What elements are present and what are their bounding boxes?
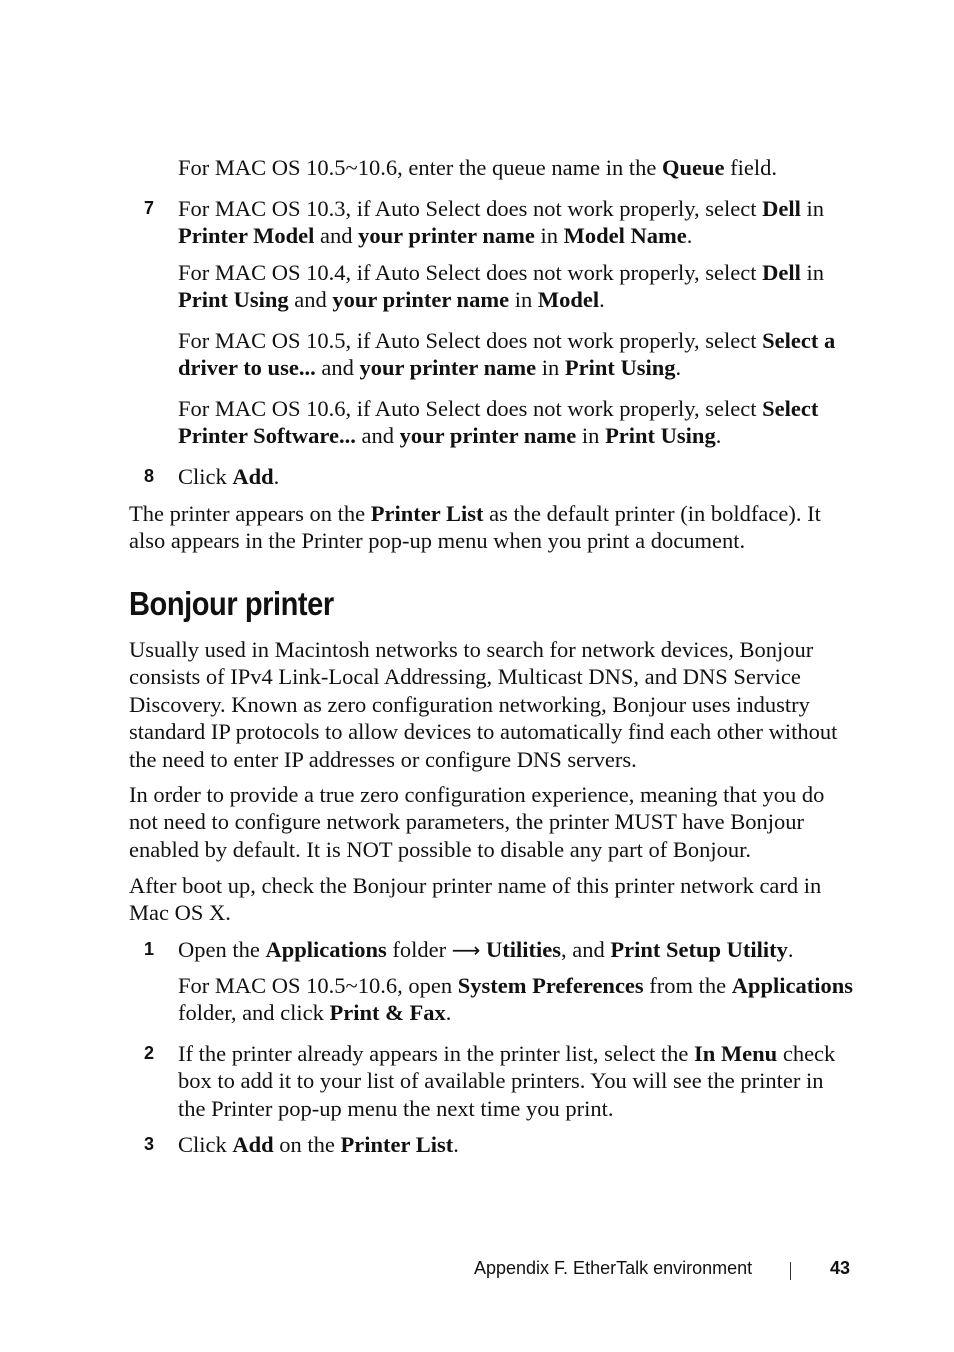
step7-para-a: For MAC OS 10.3, if Auto Select does not work properly, select Dell in Printer Model and your printer name in Model Name. [178,196,824,249]
default-printer-paragraph: The printer appears on the Printer List as the default printer (in boldface). It also appears in the Printer pop-up menu when you print a document. [129,501,821,554]
page-number: 43 [830,1258,851,1278]
queue-note: For MAC OS 10.5~10.6, enter the queue name in the Queue field. [178,155,777,180]
arrow-right-icon: ⟶ [451,938,481,962]
bonjour-step1-para-b: For MAC OS 10.5~10.6, open System Preferences from the Applications folder, and click Print & Fax. [178,973,854,1026]
bonjour-paragraph-2: In order to provide a true zero configuration experience, meaning that you do not need to configure network parameters, the printer MUST have Bonjour enabled by default. It is NOT possible to disable any part of Bonjour. [129,782,825,862]
step-number-8: 8 [144,466,155,486]
step7-para-c: For MAC OS 10.5, if Auto Select does not work properly, select Select a driver to use... and your printer name in Print Using. [178,328,836,381]
bonjour-step-number-1: 1 [144,939,155,959]
footer-divider [790,1262,791,1280]
step7-para-b: For MAC OS 10.4, if Auto Select does not work properly, select Dell in Print Using and your printer name in Model. [178,260,824,313]
step-number-7: 7 [144,198,155,218]
bonjour-step3-text: Click Add on the Printer List. [178,1132,459,1157]
footer-section-title: Appendix F. EtherTalk environment [474,1258,753,1278]
bonjour-paragraph-1: Usually used in Macintosh networks to search for network devices, Bonjour consists of IPv4 Link-Local Addressing, Multicast DNS, and DNS Service Discovery. Known as zero configuration networking, Bonjour uses industry standard IP protocols to allow devices to automatically find each other without the need to enter IP addresses or configure DNS servers. [129,637,838,772]
bonjour-paragraph-3: After boot up, check the Bonjour printer name of this printer network card in Mac OS X. [129,873,822,926]
step8-text: Click Add. [178,464,280,489]
step7-para-d: For MAC OS 10.6, if Auto Select does not work properly, select Select Printer Software... and your printer name in Print Using. [178,396,819,449]
bonjour-step2-text: If the printer already appears in the printer list, select the In Menu check box to add it to your list of available printers. You will see the printer in the Printer pop-up menu the next time you print. [178,1041,836,1121]
bonjour-step1-para-a: Open the Applications folder ⟶ Utilities, and Print Setup Utility. [178,937,794,962]
bonjour-step-number-3: 3 [144,1134,155,1154]
bonjour-step-number-2: 2 [144,1043,155,1063]
section-heading: Bonjour printer [129,585,334,622]
